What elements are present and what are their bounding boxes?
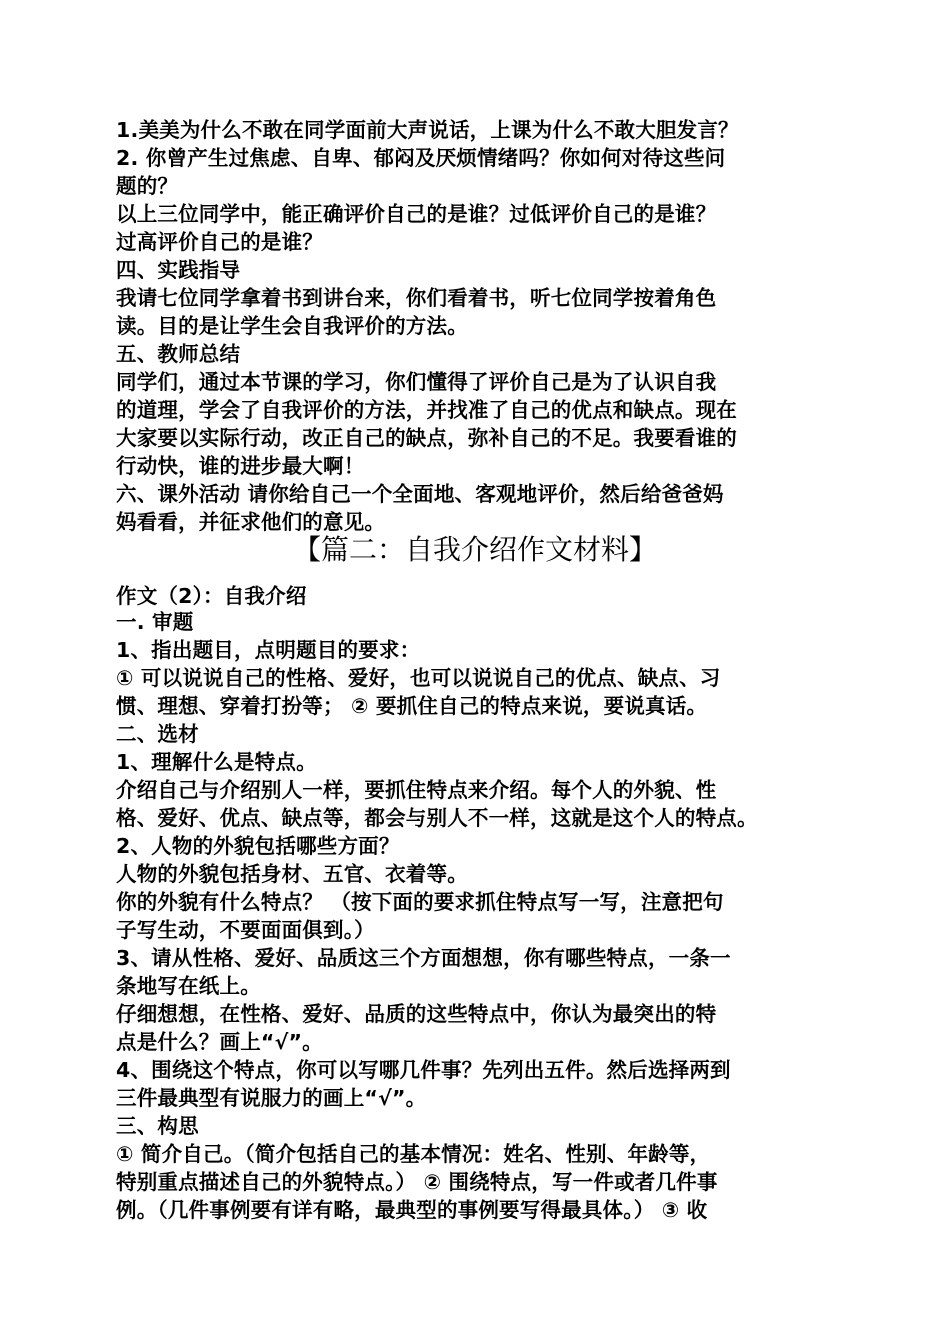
paragraph-line: 1、理解什么是特点。 <box>116 750 317 774</box>
paragraph-line: ① 简介自己。（简介包括自己的基本情况：姓名、性别、年龄等， <box>116 1142 711 1166</box>
subheading: 五、教师总结 <box>116 342 241 366</box>
paragraph-line: 4、围绕这个特点，你可以写哪几件事？先列出五件。然后选择两到 <box>116 1058 731 1082</box>
paragraph-line: 读。目的是让学生会自我评价的方法。 <box>116 314 468 338</box>
paragraph-line: 特别重点描述自己的外貌特点。） ② 围绕特点，写一件或者几件事 <box>116 1170 718 1194</box>
subheading: 三、构思 <box>116 1114 199 1138</box>
paragraph-line: 1、指出题目，点明题目的要求： <box>116 638 421 662</box>
paragraph-line: 题的？ <box>116 174 179 198</box>
paragraph-line: 以上三位同学中，能正确评价自己的是谁？过低评价自己的是谁？ <box>116 202 717 226</box>
paragraph-line: 3、请从性格、爱好、品质这三个方面想想，你有哪些特点，一条一 <box>116 946 731 970</box>
subheading: 二、选材 <box>116 722 199 746</box>
paragraph-line: 例。（几件事例要有详有略，最典型的事例要写得最具体。） ③ 收 <box>116 1198 708 1222</box>
paragraph-line: 我请七位同学拿着书到讲台来，你们看着书，听七位同学按着角色 <box>116 286 717 310</box>
essay-title: 作文（2）：自我介绍 <box>116 584 307 608</box>
paragraph-line: 人物的外貌包括身材、五官、衣着等。 <box>116 862 468 886</box>
paragraph-line: 2、人物的外貌包括哪些方面？ <box>116 834 400 858</box>
paragraph-line: 2. 你曾产生过焦虑、自卑、郁闷及厌烦情绪吗？你如何对待这些问 <box>116 146 726 170</box>
paragraph-line: 行动快，谁的进步最大啊！ <box>116 454 365 478</box>
paragraph-line: 惯、理想、穿着打扮等； ② 要抓住自己的特点来说，要说真话。 <box>116 694 708 718</box>
paragraph-line: ① 可以说说自己的性格、爱好，也可以说说自己的优点、缺点、习 <box>116 666 721 690</box>
paragraph-line: 1.美美为什么不敢在同学面前大声说话，上课为什么不敢大胆发言？ <box>116 118 739 142</box>
paragraph-line: 六、课外活动 请你给自己一个全面地、客观地评价，然后给爸爸妈 <box>116 482 724 506</box>
paragraph-line: 仔细想想，在性格、爱好、品质的这些特点中，你认为最突出的特 <box>116 1002 717 1026</box>
subheading: 四、实践指导 <box>116 258 241 282</box>
paragraph-line: 过高评价自己的是谁？ <box>116 230 323 254</box>
paragraph-line: 同学们，通过本节课的学习，你们懂得了评价自己是为了认识自我 <box>116 370 717 394</box>
paragraph-line: 妈看看，并征求他们的意见。 <box>116 510 386 534</box>
section-title: 【篇二：自我介绍作文材料】 <box>292 533 657 566</box>
paragraph-line: 条地写在纸上。 <box>116 974 261 998</box>
paragraph-line: 的道理，学会了自我评价的方法，并找准了自己的优点和缺点。现在 <box>116 398 737 422</box>
paragraph-line: 点是什么？画上“√”。 <box>116 1030 323 1054</box>
paragraph-line: 三件最典型有说服力的画上“√”。 <box>116 1086 427 1110</box>
paragraph-line: 介绍自己与介绍别人一样，要抓住特点来介绍。每个人的外貌、性 <box>116 778 717 802</box>
paragraph-line: 子写生动，不要面面俱到。） <box>116 918 375 942</box>
paragraph-line: 你的外貌有什么特点？ （按下面的要求抓住特点写一写，注意把句 <box>116 890 724 914</box>
paragraph-line: 格、爱好、优点、缺点等，都会与别人不一样，这就是这个人的特点。 <box>116 806 758 830</box>
paragraph-line: 大家要以实际行动，改正自己的缺点，弥补自己的不足。我要看谁的 <box>116 426 737 450</box>
subheading: 一. 审题 <box>116 610 194 634</box>
